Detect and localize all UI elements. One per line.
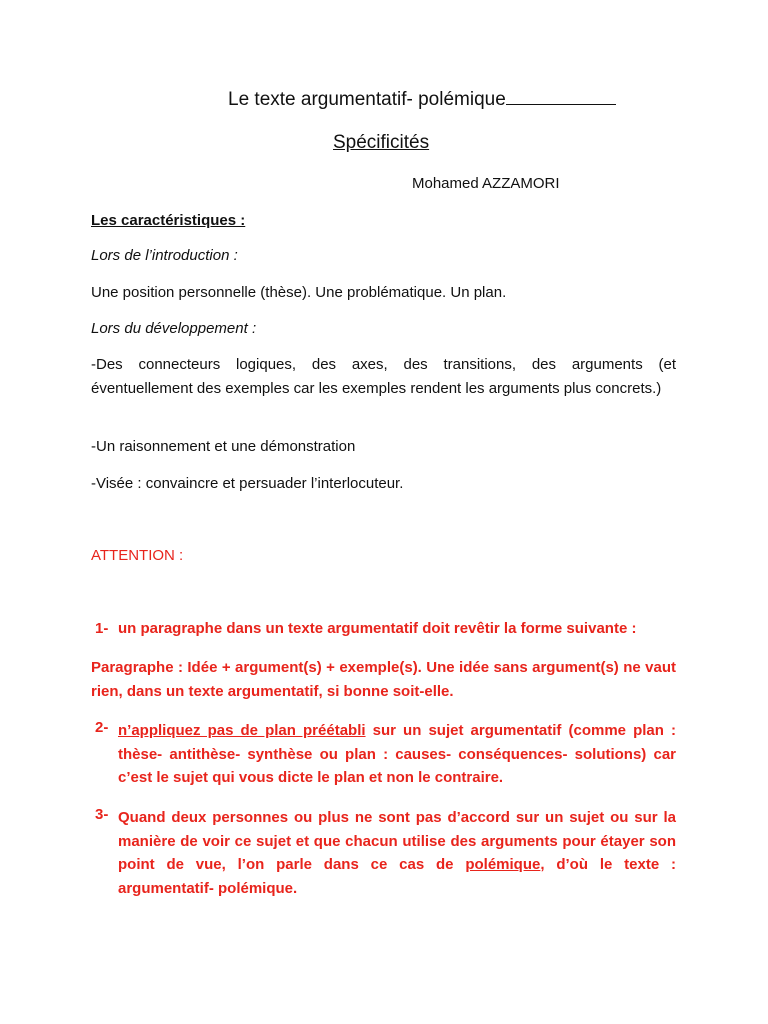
item-3-underlined: polémique bbox=[465, 856, 541, 873]
intro-label: Lors de l’introduction : bbox=[91, 247, 238, 264]
development-item-visee: -Visée : convaincre et persuader l’interlocuteur. bbox=[91, 475, 404, 492]
item-2-underlined: n’appliquez pas de plan préétabli bbox=[118, 722, 366, 739]
document-subtitle: Spécificités bbox=[333, 132, 430, 153]
paragraph-rule-text: Paragraphe : Idée + argument(s) + exemple(s). Une idée sans argument(s) ne vaut rien, dans un texte argumentatif, si bonne soit-elle. bbox=[91, 659, 676, 700]
item-3-after: , d’où le texte : argumentatif- polémique. bbox=[118, 856, 677, 897]
development-item-connecteurs: -Des connecteurs logiques, des axes, des transitions, des arguments (et éventuellement des exemples car les exemples rendent les arguments plus concrets.) bbox=[91, 356, 676, 397]
document-title bbox=[228, 88, 616, 111]
item-3-before: Quand deux personnes ou plus ne sont pas d’accord sur un sujet ou sur la manière de voir ce sujet et que chacun utilise des arguments pour étayer son point de vue, l’on parle dans ce cas de bbox=[118, 809, 676, 873]
attention-label: ATTENTION : bbox=[91, 547, 184, 564]
author-name: Mohamed AZZAMORI bbox=[412, 175, 560, 192]
item-3-number: 3- bbox=[95, 806, 109, 823]
item-1-number: 1- bbox=[95, 620, 109, 637]
intro-text: Une position personnelle (thèse). Une problématique. Un plan. bbox=[91, 284, 507, 301]
item-3-text bbox=[118, 806, 676, 900]
item-2-rest: sur un sujet argumentatif (comme plan : thèse- antithèse- synthèse ou plan : causes- conséquences- solutions) car c’est le sujet qui vous dicte le plan et non le contraire. bbox=[118, 722, 676, 786]
characteristics-heading: Les caractéristiques : bbox=[91, 212, 246, 229]
item-2-text bbox=[118, 719, 676, 790]
item-2-number: 2- bbox=[95, 719, 109, 736]
development-label: Lors du développement : bbox=[91, 320, 257, 337]
title-underline-rule bbox=[506, 88, 616, 105]
document-title-text: Le texte argumentatif- polémique bbox=[228, 89, 506, 110]
development-item-raisonnement: -Un raisonnement et une démonstration bbox=[91, 438, 356, 455]
item-1-text: un paragraphe dans un texte argumentatif doit revêtir la forme suivante : bbox=[118, 620, 637, 637]
